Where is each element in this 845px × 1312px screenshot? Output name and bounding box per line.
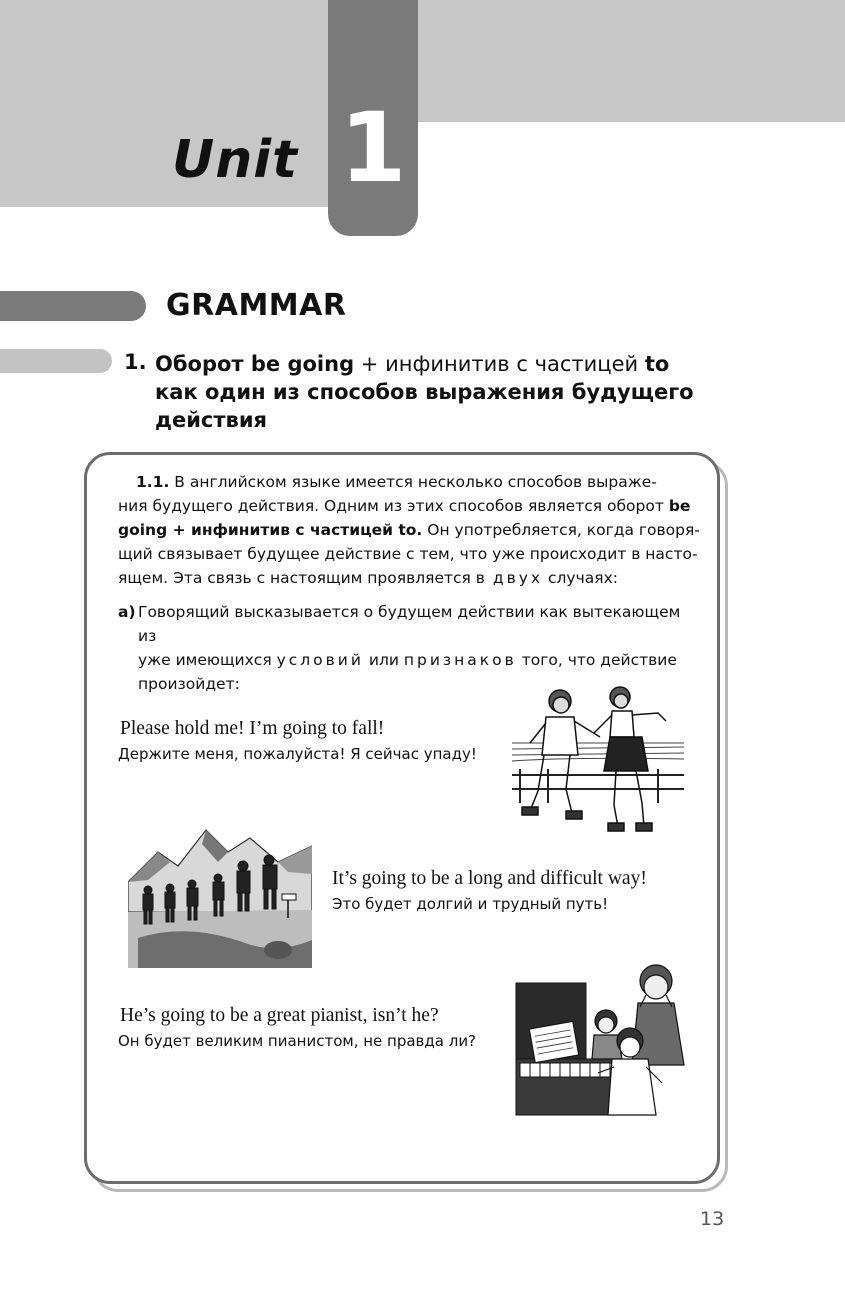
example-1-english: Please hold me! I’m going to fall! (120, 718, 385, 739)
example-1-russian: Держите меня, пожалуйста! Я сейчас упаду! (118, 745, 477, 763)
roller-skaters-illustration (508, 683, 688, 838)
example-2-russian: Это будет долгий и трудный путь! (332, 895, 609, 913)
unit-number: 1 (339, 92, 407, 204)
example-3-english: He’s going to be a great pianist, isn’t he? (120, 1005, 439, 1026)
rule-paragraph: 1.1. В английском языке имеется несколько способов выраже- ния будущего действия. Одним из этих способов является оборот be going + инфинитив с частицей to. Он употребляется, когда говоря- щий связывает будущее действие с тем, что уже происходит в насто- ящем. Эта связь с настоящим проявляется в двух случаях: (118, 473, 700, 587)
mountain-hikers-illustration (128, 822, 312, 968)
grammar-heading-bar (0, 291, 146, 321)
example-2-english: It’s going to be a long and difficult way! (332, 868, 647, 889)
section-heading-bar (0, 349, 112, 373)
header-band-notch (418, 122, 845, 207)
page-number: 13 (700, 1208, 725, 1230)
list-item-label: a) (118, 603, 136, 621)
example-3-russian: Он будет великим пианистом, не правда ли? (118, 1032, 477, 1050)
grammar-heading: GRAMMAR (166, 288, 347, 323)
header-band-right (418, 0, 845, 122)
section-title: Оборот be going + инфинитив с частицей to как один из способов выражения будущего действия (155, 352, 694, 432)
section-number: 1. (124, 350, 147, 374)
unit-label: Unit (172, 130, 298, 190)
boy-at-piano-illustration (514, 955, 690, 1117)
